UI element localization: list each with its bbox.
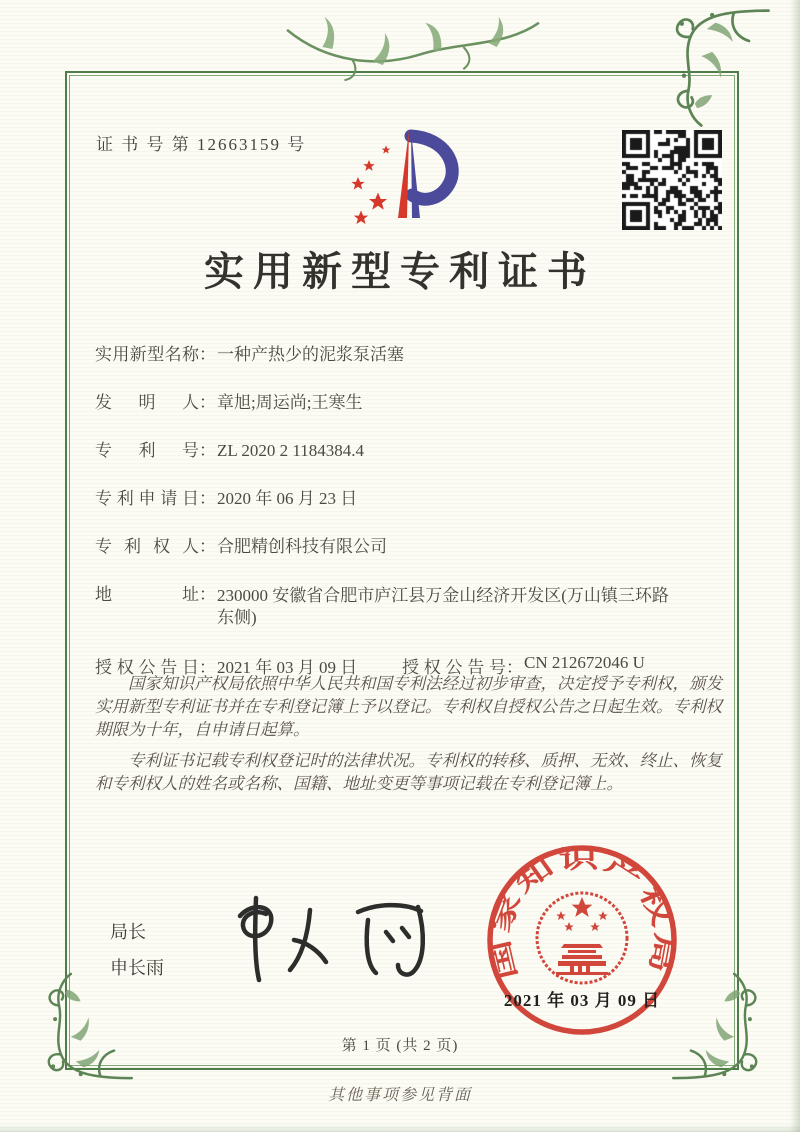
certificate-number: 证 书 号 第 12663159 号 <box>96 135 307 154</box>
national-emblem-icon <box>537 893 627 983</box>
field-row-inventor <box>95 393 740 413</box>
seal-text: 国家知识产权局 <box>487 846 678 982</box>
field-value: 章旭;周运尚;王寒生 <box>217 393 363 412</box>
field-value: 合肥精创科技有限公司 <box>217 537 387 556</box>
field-value: 230000 安徽省合肥市庐江县万金山经济开发区(万山镇三环路东侧) <box>217 586 669 627</box>
field-colon: ： <box>199 393 216 412</box>
legal-text-block <box>95 672 737 803</box>
bottom-left-flourish-ornament <box>38 968 143 1086</box>
field-list <box>95 345 740 678</box>
top-right-flourish-ornament <box>648 2 798 132</box>
field-colon: ： <box>199 537 216 556</box>
field-value: 2021 年 03 月 09 日 <box>217 658 358 677</box>
field-colon: ： <box>199 345 216 364</box>
field-row-filing-date <box>95 489 740 509</box>
field-colon: ： <box>199 658 216 677</box>
field-colon: ： <box>506 658 523 677</box>
back-note: 其他事项参见背面 <box>327 1087 472 1104</box>
field-colon: ： <box>199 489 216 508</box>
signature-handwriting <box>218 882 438 987</box>
field-label: 专利权人 <box>95 537 199 556</box>
top-garland-ornament <box>282 4 544 96</box>
field-value: 一种产热少的泥浆泵活塞 <box>217 345 404 364</box>
field-row-name <box>95 345 740 365</box>
field-label: 地址 <box>95 585 199 604</box>
field-label: 授权公告号 <box>402 658 506 677</box>
field-value: CN 212672046 U <box>524 653 645 672</box>
field-colon: ： <box>199 441 216 460</box>
scan-edge-shadow-right <box>790 0 800 1132</box>
signer-name: 申长雨 <box>110 958 164 978</box>
qr-code <box>622 130 722 230</box>
field-row-patent-no <box>95 441 740 461</box>
page-number: 第 1 页 (共 2 页) <box>341 1038 459 1054</box>
scan-edge-shadow-bottom <box>0 1124 800 1132</box>
page-title: 实用新型专利证书 <box>204 249 596 294</box>
field-row-address <box>95 585 740 629</box>
field-label: 授权公告日 <box>95 658 199 677</box>
field-value: ZL 2020 2 1184384.4 <box>217 441 365 460</box>
field-label: 专利申请日 <box>95 489 199 508</box>
field-colon: ： <box>199 585 216 604</box>
field-label: 实用新型名称 <box>95 345 199 364</box>
field-row-patentee <box>95 537 740 557</box>
seal-date: 2021 年 03 月 09 日 <box>503 991 661 1010</box>
field-label: 专利号 <box>95 441 199 460</box>
legal-paragraph: 专利证书记载专利权登记时的法律状况。专利权的转移、质押、无效、终止、恢复和专利权人的姓名或名称、国籍、地址变更等事项记载在专利登记簿上。 <box>95 751 722 793</box>
field-value: 2020 年 06 月 23 日 <box>217 489 358 508</box>
cnipa-logo-icon <box>334 122 494 232</box>
signer-title: 局长 <box>110 922 146 942</box>
legal-paragraph: 国家知识产权局依照中华人民共和国专利法经过初步审查，决定授予专利权，颁发实用新型专利证书并在专利登记簿上予以登记。专利权自授权公告之日起生效。专利权期限为十年，自申请日起算。 <box>95 674 722 739</box>
field-label: 发明人 <box>95 393 199 412</box>
